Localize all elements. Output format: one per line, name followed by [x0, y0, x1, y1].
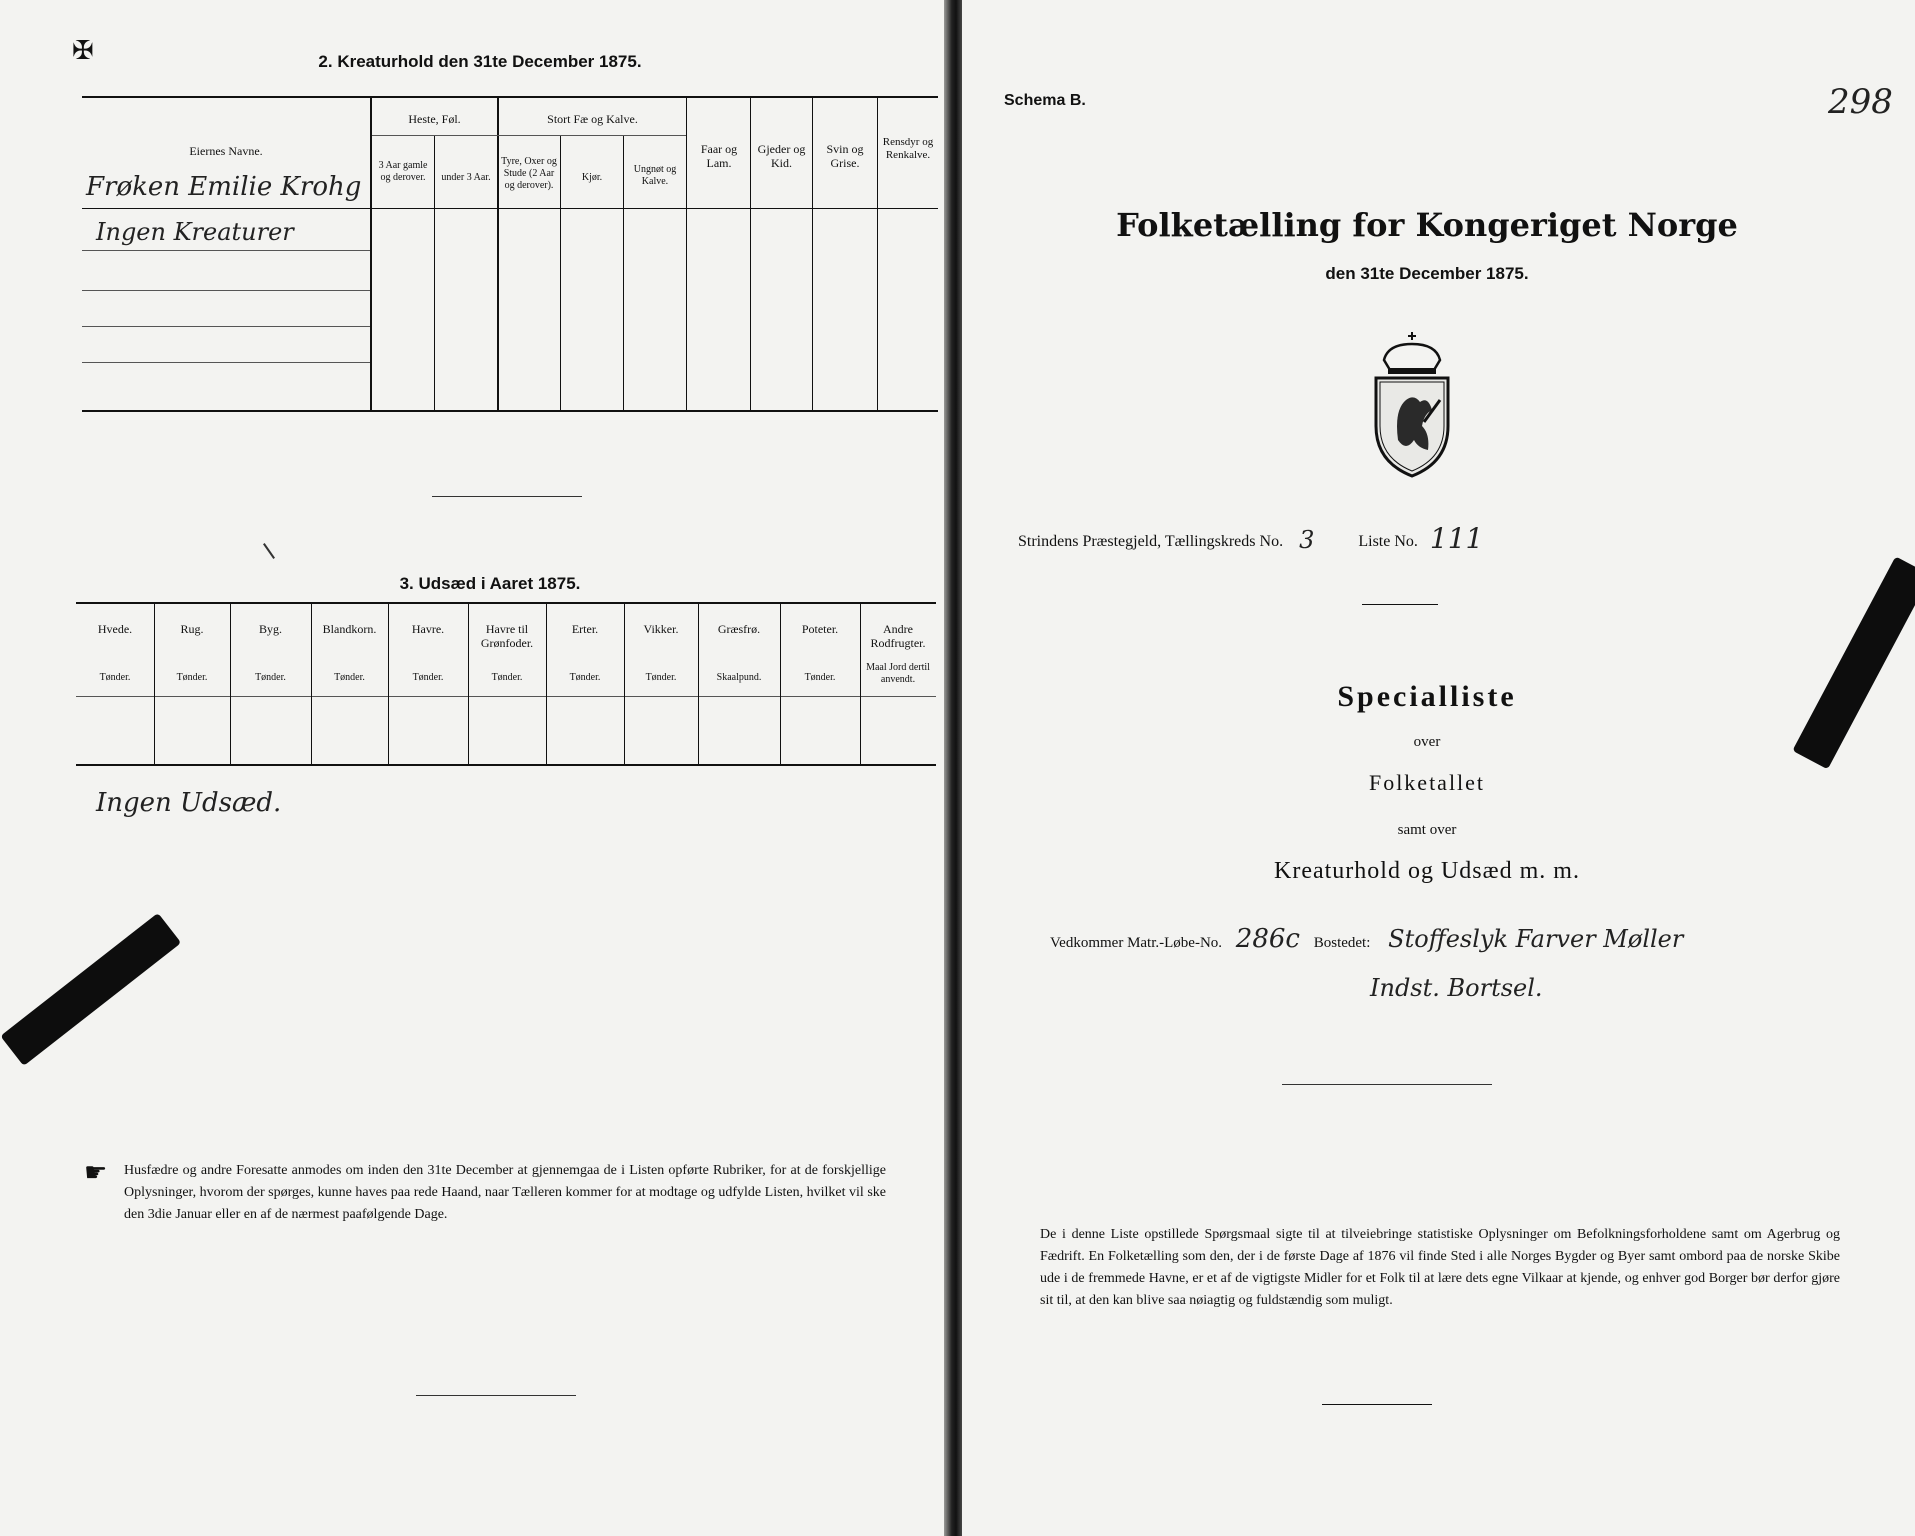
fae-b-header: Kjør.	[581, 172, 603, 183]
seed-col-name: Andre Rodfrugter.	[870, 622, 926, 650]
heste-a-header: 3 Aar gamle og derover.	[378, 160, 428, 183]
kreds-label: Tællingskreds No.	[1164, 533, 1284, 550]
seed-col-unit: Skaalpund.	[716, 672, 762, 683]
seed-col-unit: Tønder.	[412, 672, 444, 683]
rensdyr-header: Rensdyr og Renkalve.	[882, 136, 934, 161]
left-page	[0, 0, 948, 1536]
pointing-hand-icon: ☛	[84, 1158, 108, 1187]
hand-owner-name: Frøken Emilie Krohg	[86, 172, 362, 202]
kreds-value: 3	[1299, 526, 1315, 554]
folketallet-heading: Folketallet	[1368, 770, 1486, 795]
seed-col-unit: Tønder.	[334, 672, 365, 683]
seed-col-name: Rug.	[180, 622, 204, 636]
liste-label: Liste No.	[1358, 533, 1418, 550]
fae-a-header: Tyre, Oxer og Stude (2 Aar og derover).	[501, 156, 557, 191]
matr-line	[1050, 924, 1683, 954]
seed-col-name: Erter.	[571, 622, 599, 636]
seed-col-unit: Tønder.	[804, 672, 836, 683]
section2-title: 2. Kreaturhold den 31te December 1875.	[318, 52, 642, 71]
coat-of-arms-icon	[1358, 330, 1466, 480]
corner-mark: ✠	[72, 36, 94, 65]
section3-title: 3. Udsæd i Aaret 1875.	[399, 574, 581, 593]
hand-no-seed: Ingen Udsæd.	[96, 788, 282, 818]
faar-header: Faar og Lam.	[700, 142, 738, 170]
hand-no-livestock: Ingen Kreaturer	[96, 218, 294, 246]
seed-col-name: Havre til Grønfoder.	[480, 622, 534, 650]
seed-col-name: Havre.	[411, 622, 445, 636]
seed-col-name: Poteter.	[801, 622, 839, 636]
heste-b-header: under 3 Aar.	[441, 172, 491, 183]
right-page	[962, 0, 1915, 1536]
heste-header: Heste, Føl.	[408, 112, 461, 126]
seed-col-name: Blandkorn.	[322, 622, 377, 636]
liste-value: 111	[1429, 522, 1484, 555]
page-clip-right	[1792, 556, 1915, 769]
kreaturhold-heading: Kreaturhold og Udsæd m. m.	[1274, 858, 1580, 884]
notice-text: Husfædre og andre Foresatte anmodes om inden den 31te December at gjennemgaa de i Listen opførte Rubriker, for at de forskjellige Oplysninger, hvorom der spørges, kunne haves paa rede Haand, naar Tælleren kommer for at modtage og udfylde Listen, hvilket vil ske den 3die Januar eller en af de nærmest paafølgende Dage.	[124, 1163, 886, 1222]
seed-col-name: Græsfrø.	[717, 622, 761, 636]
seed-col-unit: Tønder.	[491, 672, 523, 683]
census-title: Folketælling for Kongeriget Norge	[1116, 206, 1738, 244]
matr-value: 286c	[1235, 924, 1300, 954]
specialliste-heading: Specialliste	[1337, 680, 1517, 713]
district-line	[1018, 520, 1483, 553]
seed-col-name: Hvede.	[97, 622, 133, 636]
seed-col-name: Vikker.	[643, 622, 679, 636]
seed-col-unit: Maal Jord dertil anvendt.	[866, 662, 930, 685]
seed-col-unit: Tønder.	[255, 672, 286, 683]
over-line-1: over	[1413, 734, 1441, 750]
samt-over-line: samt over	[1397, 822, 1457, 838]
seed-col-unit: Tønder.	[645, 672, 677, 683]
explanation-paragraph: De i denne Liste opstillede Spørgsmaal sigte til at tilveiebringe statistiske Oplysninger om Befolkningsforholdene samt om Agerbrug og Fædrift. En Folketælling som den, der i de første Dage af 1876 vil finde Sted i alle Norges Bygder og Byer samt ombord paa de norske Skibe ude i de fremmede Havne, er et af de vigtigste Midler for et Folk til at lære dets egne Vilkaar at kjende, og enhver god Borger bør derfor gjøre sit til, at den kan blive saa nøiagtig og fuldstændig som muligt.	[1040, 1227, 1840, 1308]
bosted-value-1: Stoffeslyk Farver Møller	[1388, 925, 1684, 953]
seed-col-unit: Tønder.	[569, 672, 601, 683]
page-clip-left	[0, 913, 181, 1066]
folio-number: 298	[1828, 82, 1893, 122]
svin-header: Svin og Grise.	[826, 142, 864, 170]
owner-col-header: Eiernes Navne.	[189, 144, 263, 158]
census-date: den 31te December 1875.	[1325, 264, 1529, 283]
bosted-value-2: Indst. Bortsel.	[1370, 974, 1543, 1002]
seed-col-unit: Tønder.	[176, 672, 208, 683]
prestegjeld-name: Strindens	[1018, 533, 1079, 550]
matr-label: Vedkommer Matr.-Løbe-No.	[1050, 935, 1223, 951]
stort-fae-header: Stort Fæ og Kalve.	[547, 112, 638, 126]
seed-col-unit: Tønder.	[99, 672, 131, 683]
gjeder-header: Gjeder og Kid.	[757, 142, 806, 170]
seed-col-name: Byg.	[258, 622, 282, 636]
schema-label: Schema B.	[1004, 92, 1086, 109]
bosted-label: Bostedet:	[1313, 935, 1371, 951]
prestegjeld-label: Præstegjeld,	[1082, 533, 1162, 550]
fae-c-header: Ungnøt og Kalve.	[633, 164, 677, 187]
